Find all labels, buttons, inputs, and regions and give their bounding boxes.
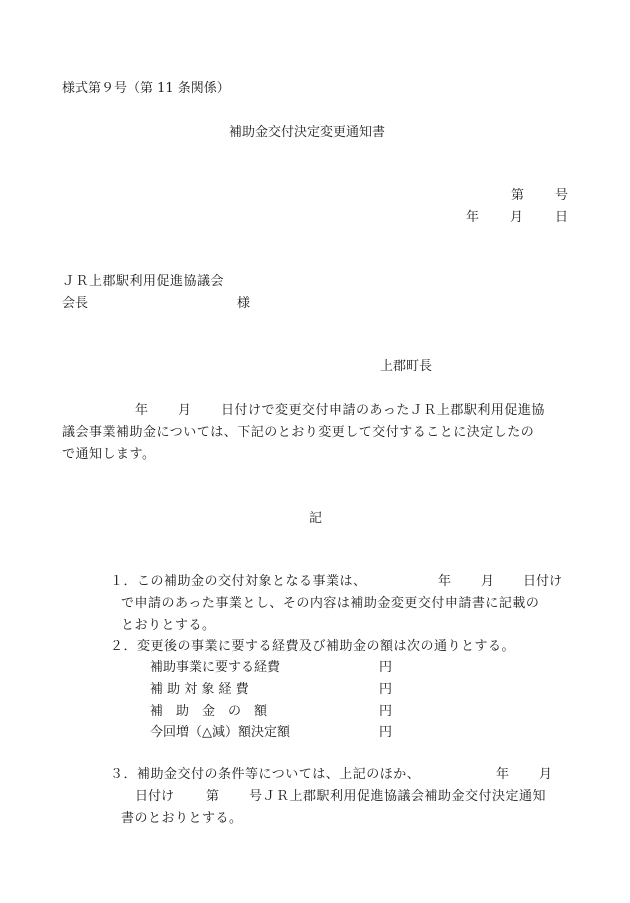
document-title: 補助金交付決定変更通知書 (229, 125, 386, 140)
addressee-title: 会長 (62, 296, 89, 311)
expense-row-unit: 円 (379, 660, 393, 675)
body-line-1: 日付けで変更交付申請のあったＪＲ上郡駅利用促進協 (221, 403, 545, 418)
item1-day-suffix: 日付け (523, 574, 563, 589)
change-amount-row-label: 今回増（△減）額決定額 (150, 725, 290, 740)
subsidy-amount-row-label: 補 助 金 の 額 (150, 704, 268, 719)
date-year: 年 (466, 210, 480, 225)
item1-line-3: とおりとする。 (121, 618, 216, 633)
subsidy-amount-row-unit: 円 (379, 704, 393, 719)
item1-month: 月 (481, 574, 495, 589)
eligible-expense-row-unit: 円 (379, 682, 393, 697)
item2-text: ２．変更後の事業に要する経費及び補助金の額は次の通りとする。 (110, 639, 516, 654)
ki-heading: 記 (309, 511, 323, 526)
item1-line-1: １．この補助金の交付対象となる事業は、 (110, 574, 367, 589)
item3-date-suffix: 日付け (135, 789, 175, 804)
expense-row-label: 補助事業に要する経費 (150, 660, 281, 675)
item3-line-1: ３．補助金交付の条件等については、上記のほか、 (110, 767, 421, 782)
body-line-2: 議会事業補助金については、下記のとおり変更して交付することに決定したの (62, 425, 535, 440)
item3-dai: 第 (206, 789, 220, 804)
item3-month: 月 (539, 767, 553, 782)
date-day: 日 (555, 210, 569, 225)
item3-year: 年 (496, 767, 510, 782)
body-year: 年 (135, 403, 149, 418)
issuer: 上郡町長 (380, 359, 433, 374)
eligible-expense-row-label: 補 助 対 象 経 費 (150, 682, 249, 697)
item1-year: 年 (438, 574, 452, 589)
addressee-honorific: 様 (237, 296, 251, 311)
body-month: 月 (178, 403, 192, 418)
body-line-3: で通知します。 (62, 447, 156, 462)
change-amount-row-unit: 円 (379, 725, 393, 740)
item3-line-2: 号ＪＲ上郡駅利用促進協議会補助金交付決定通知 (249, 789, 547, 804)
addressee-organization: ＪＲ上郡駅利用促進協議会 (62, 274, 225, 289)
item3-line-3: 書のとおりとする。 (121, 811, 243, 826)
form-number: 様式第９号（第 11 条関係） (62, 81, 230, 96)
date-month: 月 (510, 210, 524, 225)
item1-line-2: で申請のあった事業とし、その内容は補助金変更交付申請書に記載の (121, 596, 540, 611)
reference-go: 号 (555, 188, 569, 203)
reference-dai: 第 (511, 188, 525, 203)
